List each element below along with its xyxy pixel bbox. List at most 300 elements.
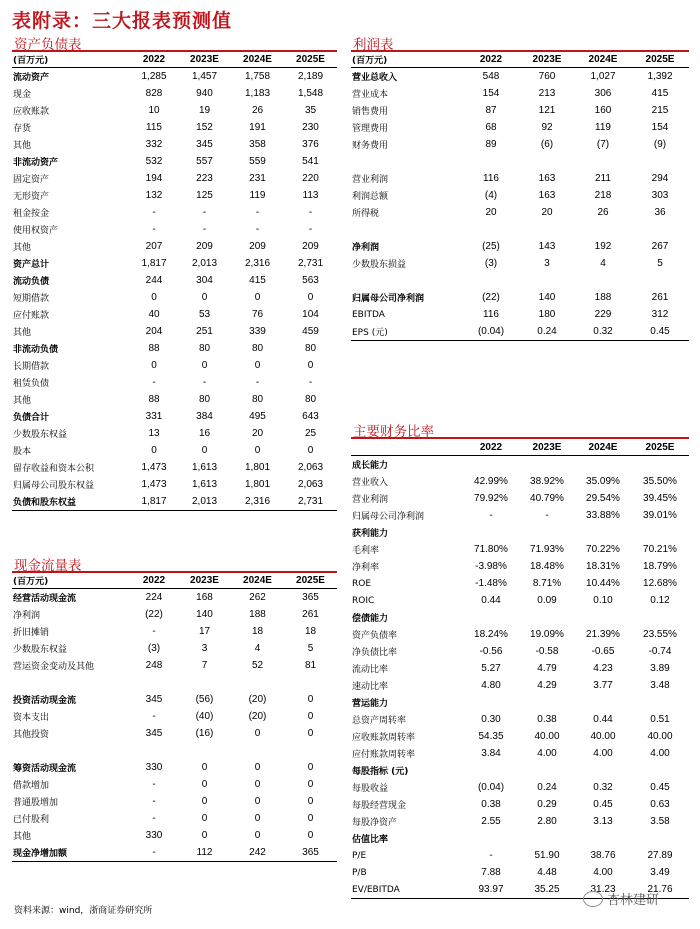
cell-value: 18.79% — [643, 561, 677, 572]
cell-value: 76 — [251, 309, 264, 320]
cell-value: 0.09 — [537, 595, 557, 606]
cell-value: (7) — [596, 139, 610, 150]
watermark — [583, 889, 659, 908]
cell-value: 2.80 — [537, 816, 557, 827]
row-label: 应付账款周转率 — [352, 750, 416, 760]
row-label: 现金 — [13, 90, 32, 100]
cell-value: 40.00 — [647, 731, 673, 742]
cell-value: 0.51 — [650, 714, 670, 725]
cell-value: (0.04) — [463, 323, 519, 341]
cell-value: 262 — [249, 592, 266, 603]
table-row — [12, 357, 337, 374]
cell-value: 231 — [249, 173, 266, 184]
cell-value: 0 — [307, 445, 314, 456]
cell-value: 35 — [304, 105, 317, 116]
cell-value: 0.24 — [537, 782, 557, 793]
year-header: 2022 — [130, 52, 178, 68]
table-row — [12, 136, 337, 153]
table-row — [351, 323, 689, 341]
table-row — [351, 187, 689, 204]
row-label: 营业利润 — [352, 175, 389, 185]
cell-value: 2,063 — [297, 479, 324, 490]
cell-value: 154 — [651, 122, 669, 133]
row-label: 营业成本 — [352, 90, 389, 100]
row-label: 获利能力 — [352, 529, 389, 539]
cell-value: 828 — [145, 88, 163, 99]
cell-value: 19.09% — [530, 629, 564, 640]
cell-value: 0 — [151, 445, 157, 456]
cell-value: 113 — [302, 190, 319, 201]
cell-value: 643 — [302, 411, 319, 422]
header-row — [351, 52, 689, 68]
cell-value — [631, 524, 689, 541]
cell-value: 163 — [538, 173, 556, 184]
cell-value: 4 — [254, 643, 261, 654]
table-row — [351, 85, 689, 102]
row-label: EV/EBITDA — [351, 881, 463, 899]
table-row — [351, 626, 689, 643]
cell-value — [631, 221, 689, 238]
cell-value: 119 — [595, 122, 611, 133]
cell-value: 1,473 — [141, 462, 167, 473]
cell-value: 0 — [307, 813, 314, 824]
header-row — [12, 573, 337, 589]
table-row — [351, 575, 689, 592]
row-label: 租赁负债 — [13, 379, 50, 389]
ratios-table — [351, 440, 689, 899]
cell-value: 211 — [595, 173, 611, 184]
row-label: 资产负债率 — [352, 631, 398, 641]
cell-value: 81 — [304, 660, 317, 671]
cell-value: - — [152, 207, 156, 218]
table-row — [12, 187, 337, 204]
cell-value: - — [152, 813, 156, 824]
cell-value: (20) — [248, 694, 267, 705]
cell-value: 51.90 — [534, 850, 560, 861]
table-row — [351, 136, 689, 153]
cell-value: -0.74 — [648, 646, 672, 657]
table-row — [12, 589, 337, 607]
cell-value: 0 — [307, 360, 314, 371]
cell-value: 38.92% — [530, 476, 564, 487]
year-header: 2025E — [284, 573, 337, 589]
table-row — [12, 102, 337, 119]
row-label: 已付股利 — [13, 815, 50, 825]
header-row — [12, 52, 337, 68]
cell-value: 0 — [254, 728, 261, 739]
cell-value: 18 — [251, 626, 264, 637]
cell-value: -0.58 — [535, 646, 559, 657]
row-label: 归属母公司净利润 — [352, 294, 425, 304]
row-label: 资产总计 — [13, 260, 50, 270]
cell-value: 80 — [198, 394, 211, 405]
cell-value: 20 — [251, 428, 264, 439]
cell-value — [463, 153, 519, 170]
row-label: 流动比率 — [352, 665, 389, 675]
cell-value: 80 — [304, 394, 317, 405]
cell-value: 79.92% — [474, 493, 508, 504]
cell-value: - — [308, 224, 313, 235]
table-row — [351, 490, 689, 507]
cell-value: 330 — [145, 830, 163, 841]
cell-value: 80 — [198, 343, 211, 354]
cell-value: 7.88 — [481, 867, 501, 878]
cell-value: 2,063 — [297, 462, 324, 473]
page-title: 表附录：三大报表预测值 — [12, 10, 233, 32]
cell-value: 39.01% — [643, 510, 677, 521]
cell-value: -3.98% — [475, 561, 507, 572]
cell-value — [631, 609, 689, 626]
cell-value — [519, 830, 575, 847]
table-row — [12, 272, 337, 289]
cell-value: 33.88% — [586, 510, 620, 521]
table-row — [351, 238, 689, 255]
cell-value: 1,473 — [141, 479, 167, 490]
cell-value: 0.30 — [481, 714, 501, 725]
table-row — [12, 391, 337, 408]
row-label: 筹资活动现金流 — [13, 764, 77, 774]
row-label: 少数股东权益 — [13, 430, 68, 440]
cell-value: 38.76 — [590, 850, 616, 861]
row-label: 非流动负债 — [13, 345, 59, 355]
cell-value: 0.10 — [593, 595, 613, 606]
table-row — [12, 742, 337, 759]
cell-value: 0.45 — [650, 782, 670, 793]
cell-value: 204 — [145, 326, 163, 337]
cell-value: 3 — [201, 643, 208, 654]
table-row — [351, 170, 689, 187]
cell-value — [284, 742, 337, 759]
table-row — [12, 476, 337, 493]
row-label: 现金净增加额 — [12, 844, 130, 862]
cell-value: 0 — [254, 445, 261, 456]
balance-sheet-title: 资产负债表 — [14, 37, 82, 53]
cashflow-header — [12, 553, 337, 573]
cell-value: 0 — [307, 292, 314, 303]
cell-value — [231, 674, 284, 691]
cell-value: (56) — [195, 694, 214, 705]
table-row — [351, 102, 689, 119]
cell-value: 35.09% — [586, 476, 620, 487]
cell-value: 20 — [485, 207, 497, 218]
cell-value: 207 — [145, 241, 163, 252]
cell-value: - — [152, 224, 156, 235]
cell-value: 230 — [302, 122, 319, 133]
table-row — [12, 827, 337, 844]
table-row — [12, 323, 337, 340]
row-label: 租金按金 — [13, 209, 50, 219]
cell-value: - — [308, 377, 313, 388]
cell-value: 1,613 — [191, 462, 218, 473]
income-statement-title: 利润表 — [353, 37, 394, 53]
cell-value: 0 — [201, 779, 208, 790]
row-label: 应付账款 — [13, 311, 50, 321]
row-label: 成长能力 — [352, 461, 389, 471]
cell-value: 1,183 — [244, 88, 271, 99]
cell-value — [575, 762, 631, 779]
cell-value: 140 — [196, 609, 213, 620]
cell-value: 215 — [651, 105, 669, 116]
cell-value: 3.13 — [593, 816, 613, 827]
cell-value — [178, 742, 231, 759]
income-statement-header — [351, 32, 689, 52]
unit-label: (百万元) — [351, 52, 463, 68]
cell-value: 0 — [151, 360, 157, 371]
table-row — [351, 221, 689, 238]
cell-value: 415 — [249, 275, 266, 286]
row-label: 非流动资产 — [13, 158, 59, 168]
cell-value — [463, 694, 519, 711]
table-row — [351, 119, 689, 136]
cell-value: 209 — [249, 241, 266, 252]
unit-label: (百万元) — [12, 52, 130, 68]
cell-value: 1,548 — [297, 88, 324, 99]
cell-value: 330 — [145, 762, 163, 773]
cell-value: 80 — [304, 343, 317, 354]
cell-value: 384 — [196, 411, 213, 422]
cell-value: 115 — [146, 122, 162, 133]
cell-value: - — [489, 850, 493, 861]
row-label: 其他投资 — [13, 730, 50, 740]
cell-value: 4.80 — [481, 680, 501, 691]
row-label: EBITDA — [352, 309, 385, 320]
cell-value: 16 — [198, 428, 211, 439]
cell-value: 80 — [251, 394, 264, 405]
cell-value: 1,801 — [244, 462, 271, 473]
cell-value: 358 — [249, 139, 266, 150]
cell-value — [178, 674, 231, 691]
cell-value: 331 — [145, 411, 163, 422]
source-footnote: 资料来源：wind，浙商证券研究所 — [14, 906, 153, 916]
cell-value: 0 — [254, 292, 261, 303]
cell-value: 495 — [249, 411, 266, 422]
cell-value: - — [202, 224, 207, 235]
cell-value — [463, 762, 519, 779]
cell-value: 0 — [201, 292, 208, 303]
table-row — [351, 830, 689, 847]
cell-value: 0 — [254, 779, 261, 790]
cell-value: 180 — [538, 309, 556, 320]
row-label: EPS (元) — [351, 323, 463, 341]
table-row — [351, 204, 689, 221]
cell-value: 0.29 — [537, 799, 557, 810]
cell-value: 4.00 — [593, 867, 613, 878]
row-label: 归属母公司净利润 — [352, 512, 425, 522]
cell-value: 0.12 — [650, 595, 670, 606]
cell-value: 152 — [196, 122, 213, 133]
cell-value — [575, 524, 631, 541]
cell-value: (20) — [248, 711, 267, 722]
table-row — [12, 493, 337, 511]
row-label: 资本支出 — [13, 713, 50, 723]
watermark-text: 杏林建研 — [607, 893, 660, 908]
year-header: 2025E — [284, 52, 337, 68]
cell-value: 54.35 — [478, 731, 504, 742]
row-label — [12, 742, 130, 759]
row-label: P/B — [352, 867, 367, 878]
cell-value: 339 — [249, 326, 266, 337]
cell-value: 3 — [544, 258, 550, 269]
cell-value: 1,285 — [141, 71, 167, 82]
cell-value: 224 — [145, 592, 163, 603]
cell-value — [575, 456, 631, 474]
cell-value: (9) — [653, 139, 667, 150]
cell-value: 116 — [483, 309, 499, 320]
cell-value: 365 — [284, 844, 337, 862]
cell-value: 3.77 — [593, 680, 613, 691]
table-row — [12, 68, 337, 86]
cell-value: 29.54% — [586, 493, 620, 504]
cell-value — [130, 674, 178, 691]
cell-value: 80 — [251, 343, 264, 354]
cell-value: 10.44% — [586, 578, 620, 589]
cell-value: 0.63 — [650, 799, 670, 810]
cell-value: 242 — [231, 844, 284, 862]
cell-value: 18 — [304, 626, 317, 637]
row-label: 股本 — [13, 447, 32, 457]
cell-value: 23.55% — [643, 629, 677, 640]
cell-value — [463, 272, 519, 289]
table-row — [12, 844, 337, 862]
row-label — [351, 153, 463, 170]
year-header: 2024E — [575, 52, 631, 68]
cell-value: 459 — [302, 326, 319, 337]
cell-value: 87 — [485, 105, 497, 116]
table-row — [351, 541, 689, 558]
cell-value: 4.29 — [537, 680, 557, 691]
row-label: 管理费用 — [352, 124, 389, 134]
cell-value: 1,817 — [141, 258, 167, 269]
row-label: 净负债比率 — [352, 648, 398, 658]
cell-value: 70.22% — [586, 544, 620, 555]
cell-value: 27.89 — [647, 850, 673, 861]
row-label: 负债合计 — [13, 413, 50, 423]
cell-value: 18.24% — [474, 629, 508, 640]
cell-value — [463, 524, 519, 541]
cell-value: 0.38 — [537, 714, 557, 725]
cell-value: 548 — [482, 71, 500, 82]
row-label: 营业收入 — [352, 478, 389, 488]
row-label: 折旧摊销 — [13, 628, 50, 638]
cell-value — [575, 609, 631, 626]
cell-value: 25 — [304, 428, 317, 439]
year-header: 2022 — [130, 573, 178, 589]
cell-value: 261 — [651, 292, 669, 303]
cell-value — [631, 694, 689, 711]
cell-value: 1,613 — [191, 479, 218, 490]
table-row — [351, 813, 689, 830]
cell-value — [519, 524, 575, 541]
cell-value: - — [489, 510, 493, 521]
cell-value: 17 — [198, 626, 211, 637]
table-row — [351, 711, 689, 728]
row-label: 净利润 — [352, 243, 380, 253]
cell-value: - — [152, 377, 156, 388]
cell-value: 4.00 — [593, 748, 613, 759]
cell-value — [519, 609, 575, 626]
cell-value: 209 — [302, 241, 319, 252]
cell-value: 0 — [307, 830, 314, 841]
table-row — [12, 708, 337, 725]
cell-value — [631, 272, 689, 289]
row-label: 速动比率 — [352, 682, 389, 692]
table-row — [351, 456, 689, 474]
cell-value: 0 — [307, 779, 314, 790]
row-label: 使用权资产 — [13, 226, 59, 236]
cell-value: 5.27 — [481, 663, 501, 674]
row-label: 其他 — [13, 396, 32, 406]
cell-value: - — [202, 207, 207, 218]
row-label: 少数股东损益 — [352, 260, 407, 270]
year-header: 2023E — [178, 573, 231, 589]
cell-value: - — [255, 224, 260, 235]
cell-value: 70.21% — [643, 544, 677, 555]
row-label — [351, 272, 463, 289]
cell-value: 209 — [196, 241, 213, 252]
table-row — [351, 592, 689, 609]
cell-value: - — [255, 377, 260, 388]
cashflow-table — [12, 573, 337, 862]
table-row — [351, 643, 689, 660]
cell-value: 192 — [594, 241, 612, 252]
cell-value — [631, 830, 689, 847]
row-label: 毛利率 — [352, 546, 380, 556]
header-row — [351, 440, 689, 456]
table-row — [12, 793, 337, 810]
cell-value — [463, 221, 519, 238]
cell-value — [575, 830, 631, 847]
table-row — [12, 85, 337, 102]
cell-value: 294 — [651, 173, 669, 184]
year-header: 2023E — [178, 52, 231, 68]
cell-value: (3) — [484, 258, 498, 269]
table-row — [351, 609, 689, 626]
row-label: 借款增加 — [13, 781, 50, 791]
cell-value: 0 — [307, 796, 314, 807]
unit-label — [351, 440, 463, 456]
table-row — [351, 524, 689, 541]
row-label: 应收账款周转率 — [352, 733, 416, 743]
cell-value: -0.65 — [591, 646, 615, 657]
cell-value: 88 — [148, 343, 160, 354]
cell-value: - — [545, 510, 549, 521]
ratios-title: 主要财务比率 — [353, 424, 434, 440]
table-row — [12, 459, 337, 476]
cell-value: 116 — [483, 173, 499, 184]
table-row — [351, 68, 689, 86]
table-row — [12, 442, 337, 459]
year-header: 2024E — [231, 573, 284, 589]
cell-value: 267 — [651, 241, 669, 252]
table-row — [12, 119, 337, 136]
table-row — [351, 255, 689, 272]
row-label: 每股经营现金 — [352, 801, 407, 811]
cell-value — [519, 153, 575, 170]
cell-value: 2.55 — [481, 816, 501, 827]
table-row — [351, 694, 689, 711]
table-row — [351, 779, 689, 796]
cell-value: (6) — [540, 139, 554, 150]
cell-value: 2,013 — [178, 493, 231, 511]
row-label: 营业总收入 — [352, 73, 398, 83]
cell-value: (4) — [484, 190, 498, 201]
cell-value: 4.48 — [537, 867, 557, 878]
cell-value: 0 — [307, 762, 314, 773]
cell-value: 1,027 — [590, 71, 616, 82]
cell-value — [284, 674, 337, 691]
cell-value: 92 — [541, 122, 553, 133]
row-label — [351, 221, 463, 238]
